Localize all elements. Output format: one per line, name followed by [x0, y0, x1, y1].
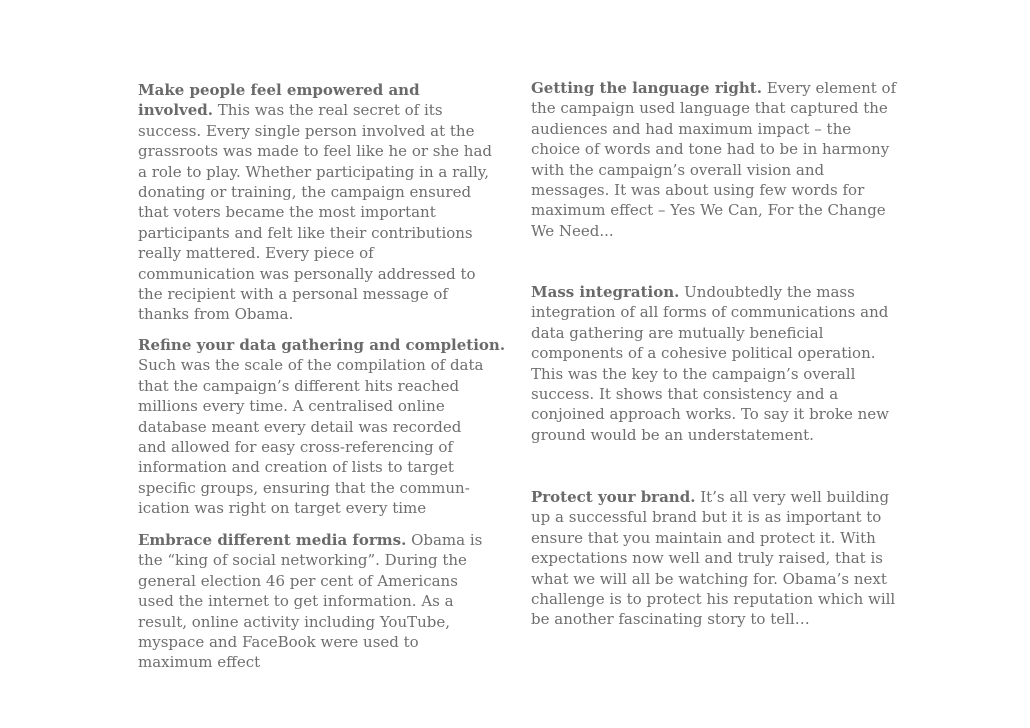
- text-line: expectations now well and truly raised, that is: [531, 549, 883, 568]
- text-line: Embrace different media forms. Obama is: [138, 531, 483, 549]
- text-line: participants and felt like their contributions: [138, 223, 473, 242]
- heading-integration: Mass integration.: [531, 283, 680, 301]
- text-line: Mass integration. Undoubtedly the mass: [531, 283, 855, 301]
- heading-media-forms: Embrace different media forms.: [138, 531, 407, 549]
- paragraph-media-forms: [138, 530, 482, 673]
- heading-data-gathering: Refine your data gathering and completion.: [138, 336, 506, 354]
- text-line: choice of words and tone had to be in harmony: [531, 140, 890, 159]
- text-line: be another fascinating story to tell…: [531, 610, 810, 629]
- text-line: with the campaign’s overall vision and: [531, 160, 825, 179]
- text-line: messages. It was about using few words for: [531, 181, 865, 200]
- heading-empowered-cont: involved.: [138, 101, 213, 120]
- text-line: maximum effect – Yes We Can, For the Change: [531, 201, 886, 220]
- text-line: components of a cohesive political operation.: [531, 344, 876, 363]
- text-line: up a successful brand but it is as important to: [531, 508, 882, 527]
- text-line: a role to play. Whether participating in a rally,: [138, 162, 490, 181]
- text-line: result, online activity including YouTube,: [138, 612, 451, 631]
- text-line: success. It shows that consistency and a: [531, 385, 839, 404]
- text-line: audiences and had maximum impact – the: [531, 119, 852, 138]
- text-line: database meant every detail was recorded: [138, 417, 462, 436]
- text-line: This was the key to the campaign’s overall: [531, 364, 856, 383]
- heading-language: Getting the language right.: [531, 79, 762, 97]
- text-line: involved. This was the real secret of its: [138, 101, 443, 120]
- text-line: ensure that you maintain and protect it. With: [531, 528, 876, 547]
- text-line: challenge is to protect his reputation which will: [531, 590, 896, 609]
- heading-empowered: Make people feel empowered and: [138, 81, 420, 99]
- text-line: integration of all forms of communications and: [531, 303, 889, 322]
- text-line: really mattered. Every piece of: [138, 244, 374, 263]
- text-line: Such was the scale of the compilation of data: [138, 356, 484, 375]
- text-line: conjoined approach works. To say it broke new: [531, 405, 889, 424]
- text-line: communication was personally addressed to: [138, 264, 476, 283]
- paragraph-brand: [531, 487, 895, 630]
- text-line: We Need...: [531, 221, 614, 240]
- text-line: what we will all be watching for. Obama’s next: [531, 569, 887, 588]
- text-line: donating or training, the campaign ensured: [138, 183, 472, 202]
- paragraph-data-gathering: [138, 335, 505, 519]
- text-line: that the campaign’s different hits reached: [138, 376, 460, 395]
- text-line: ication was right on target every time: [138, 499, 427, 518]
- paragraph-integration: [531, 282, 889, 445]
- text-line: specific groups, ensuring that the commun-: [138, 478, 470, 497]
- text-line: the recipient with a personal message of: [138, 285, 448, 304]
- text-line: and allowed for easy cross-referencing of: [138, 438, 453, 457]
- text-line: data gathering are mutually beneficial: [531, 323, 824, 342]
- text-line: grassroots was made to feel like he or she had: [138, 142, 493, 161]
- text-line: the campaign used language that captured the: [531, 99, 888, 118]
- heading-brand: Protect your brand.: [531, 488, 696, 506]
- text-line: that voters became the most important: [138, 203, 436, 222]
- paragraph-language: [531, 78, 896, 241]
- text-line: ground would be an understatement.: [531, 425, 814, 444]
- text-line: millions every time. A centralised online: [138, 397, 445, 416]
- text-line: success. Every single person involved at the: [138, 121, 475, 140]
- text-line: information and creation of lists to target: [138, 458, 454, 477]
- text-line: Protect your brand. It’s all very well building: [531, 488, 890, 506]
- text-line: used the internet to get information. As a: [138, 592, 454, 611]
- text-line: the “king of social networking”. During the: [138, 551, 467, 570]
- text-line: general election 46 per cent of Americans: [138, 571, 458, 590]
- text-line: maximum effect: [138, 653, 261, 672]
- text-line: Getting the language right. Every element of: [531, 79, 897, 97]
- text-line: thanks from Obama.: [138, 305, 294, 324]
- paragraph-empowered: [138, 80, 492, 325]
- text-line: myspace and FaceBook were used to: [138, 633, 419, 652]
